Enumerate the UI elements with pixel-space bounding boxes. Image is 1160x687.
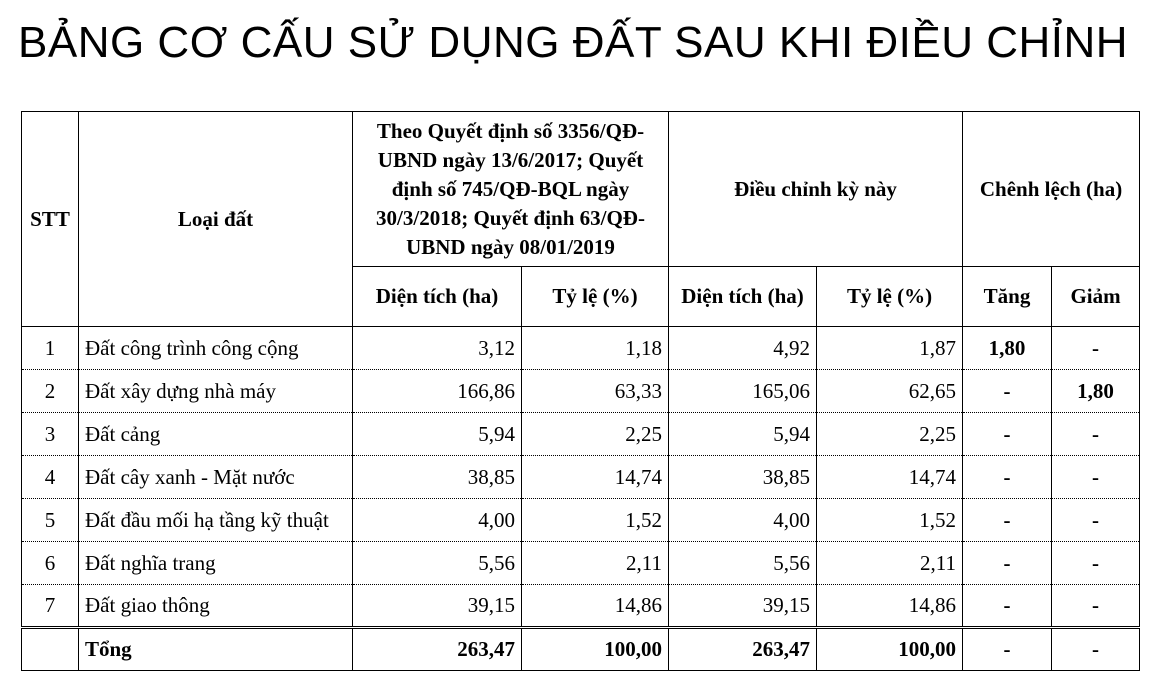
- cell-dien-tich-1: 38,85: [353, 456, 522, 499]
- cell-ty-le-1: 2,25: [522, 413, 669, 456]
- header-dieu-chinh: Điều chỉnh kỳ này: [669, 112, 963, 267]
- total-ty-le-2: 100,00: [817, 628, 963, 671]
- total-ty-le-1: 100,00: [522, 628, 669, 671]
- cell-ty-le-1: 63,33: [522, 370, 669, 413]
- cell-dien-tich-2: 5,94: [669, 413, 817, 456]
- header-ty-le-2: Tỷ lệ (%): [817, 267, 963, 327]
- header-ty-le-1: Tỷ lệ (%): [522, 267, 669, 327]
- cell-dien-tich-1: 5,94: [353, 413, 522, 456]
- total-giam: -: [1052, 628, 1140, 671]
- cell-tang: -: [963, 585, 1052, 628]
- cell-stt: 5: [22, 499, 79, 542]
- cell-ty-le-1: 1,52: [522, 499, 669, 542]
- cell-dien-tich-2: 4,92: [669, 327, 817, 370]
- cell-dien-tich-1: 4,00: [353, 499, 522, 542]
- cell-loai-dat: Đất đầu mối hạ tầng kỹ thuật: [79, 499, 353, 542]
- cell-ty-le-2: 62,65: [817, 370, 963, 413]
- cell-ty-le-2: 1,52: [817, 499, 963, 542]
- cell-ty-le-1: 1,18: [522, 327, 669, 370]
- table-row: [22, 542, 1140, 585]
- table-row: [22, 327, 1140, 370]
- cell-ty-le-1: 14,74: [522, 456, 669, 499]
- cell-tang: -: [963, 413, 1052, 456]
- header-giam: Giảm: [1052, 267, 1140, 327]
- table-row: [22, 499, 1140, 542]
- header-loai-dat: Loại đất: [79, 112, 353, 327]
- cell-stt: 2: [22, 370, 79, 413]
- cell-tang: 1,80: [963, 327, 1052, 370]
- header-chenh-lech: Chênh lệch (ha): [963, 112, 1140, 267]
- cell-giam: -: [1052, 413, 1140, 456]
- cell-stt: 3: [22, 413, 79, 456]
- table-row: [22, 585, 1140, 628]
- cell-ty-le-2: 14,86: [817, 585, 963, 628]
- total-tang: -: [963, 628, 1052, 671]
- cell-tang: -: [963, 456, 1052, 499]
- cell-ty-le-2: 1,87: [817, 327, 963, 370]
- table-row: [22, 370, 1140, 413]
- cell-giam: -: [1052, 456, 1140, 499]
- cell-tang: -: [963, 370, 1052, 413]
- cell-dien-tich-2: 39,15: [669, 585, 817, 628]
- table-row: [22, 456, 1140, 499]
- cell-ty-le-2: 2,11: [817, 542, 963, 585]
- cell-dien-tich-2: 38,85: [669, 456, 817, 499]
- cell-loai-dat: Đất giao thông: [79, 585, 353, 628]
- header-stt: STT: [22, 112, 79, 327]
- cell-giam: -: [1052, 327, 1140, 370]
- table-row-total: [22, 628, 1140, 671]
- cell-dien-tich-2: 165,06: [669, 370, 817, 413]
- cell-dien-tich-1: 39,15: [353, 585, 522, 628]
- cell-ty-le-2: 2,25: [817, 413, 963, 456]
- cell-giam: -: [1052, 542, 1140, 585]
- cell-ty-le-2: 14,74: [817, 456, 963, 499]
- total-stt: [22, 628, 79, 671]
- cell-loai-dat: Đất xây dựng nhà máy: [79, 370, 353, 413]
- cell-stt: 1: [22, 327, 79, 370]
- cell-giam: 1,80: [1052, 370, 1140, 413]
- cell-tang: -: [963, 499, 1052, 542]
- cell-ty-le-1: 2,11: [522, 542, 669, 585]
- cell-loai-dat: Đất công trình công cộng: [79, 327, 353, 370]
- header-theo-quyet-dinh: Theo Quyết định số 3356/QĐ-UBND ngày 13/6/2017; Quyết định số 745/QĐ-BQL ngày 30/3/2018; Quyết định 63/QĐ-UBND ngày 08/01/2019: [353, 112, 669, 267]
- cell-dien-tich-2: 5,56: [669, 542, 817, 585]
- page-title: BẢNG CƠ CẤU SỬ DỤNG ĐẤT SAU KHI ĐIỀU CHỈNH: [18, 18, 1129, 67]
- cell-tang: -: [963, 542, 1052, 585]
- table-row: [22, 413, 1140, 456]
- cell-stt: 4: [22, 456, 79, 499]
- cell-giam: -: [1052, 585, 1140, 628]
- cell-giam: -: [1052, 499, 1140, 542]
- total-dien-tich-1: 263,47: [353, 628, 522, 671]
- total-label: Tổng: [79, 628, 353, 671]
- total-dien-tich-2: 263,47: [669, 628, 817, 671]
- cell-dien-tich-1: 5,56: [353, 542, 522, 585]
- header-tang: Tăng: [963, 267, 1052, 327]
- land-use-table: [21, 111, 1140, 671]
- header-dien-tich-1: Diện tích (ha): [353, 267, 522, 327]
- cell-dien-tich-1: 3,12: [353, 327, 522, 370]
- cell-stt: 7: [22, 585, 79, 628]
- cell-loai-dat: Đất nghĩa trang: [79, 542, 353, 585]
- header-dien-tich-2: Diện tích (ha): [669, 267, 817, 327]
- cell-stt: 6: [22, 542, 79, 585]
- cell-loai-dat: Đất cảng: [79, 413, 353, 456]
- cell-dien-tich-1: 166,86: [353, 370, 522, 413]
- cell-ty-le-1: 14,86: [522, 585, 669, 628]
- cell-loai-dat: Đất cây xanh - Mặt nước: [79, 456, 353, 499]
- cell-dien-tich-2: 4,00: [669, 499, 817, 542]
